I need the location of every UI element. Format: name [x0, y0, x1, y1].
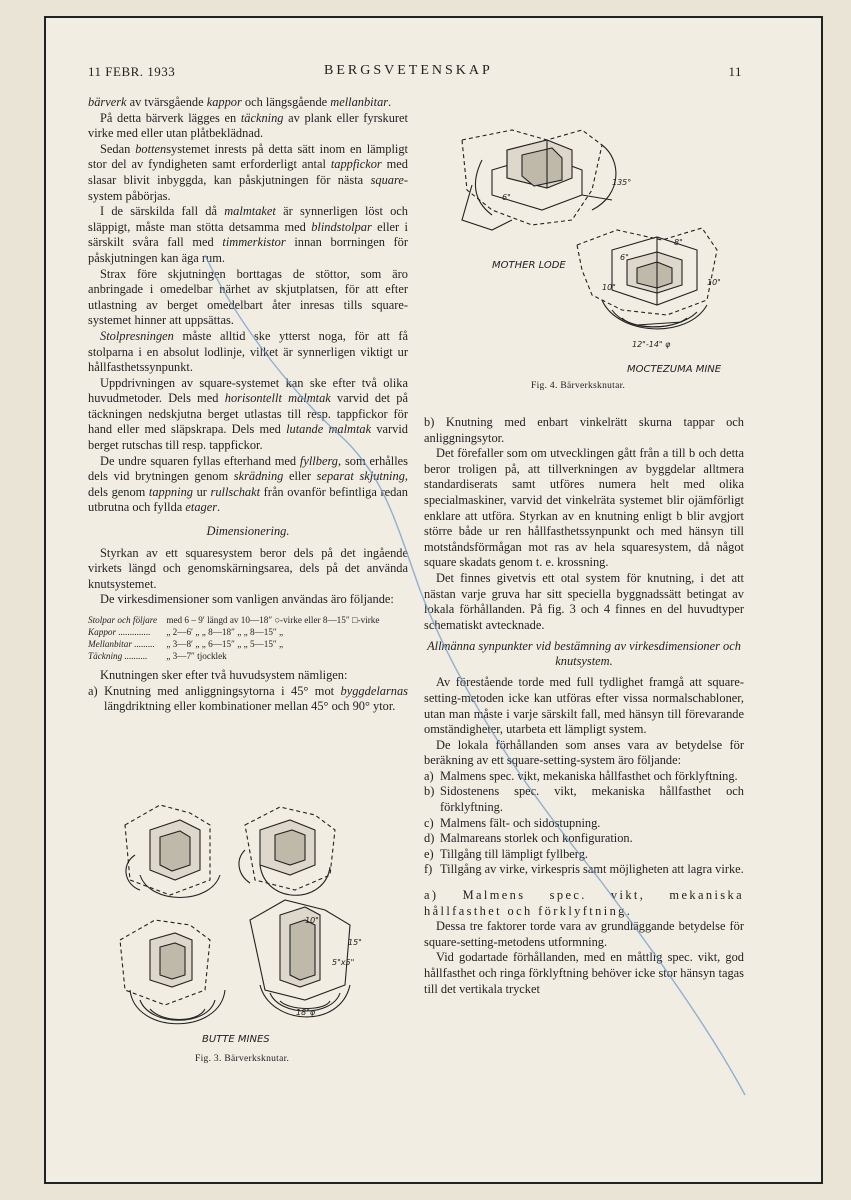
paragraph: Stolpresningen måste alltid ske ytterst noga, för att få stolparna i en absolut lodlinje, vilket är synnerligen viktigt ur hållfasthetssynpunkt.: [88, 328, 408, 375]
table-row: [88, 650, 408, 662]
paragraph: Dessa tre faktorer torde vara av grundläggande betydelse för square-setting-metodens utformning.: [424, 919, 744, 949]
paragraph: a) Knutning med anliggningsytorna i 45° mot byggdelarnas längdriktning eller kombinationer mellan 45° och 90° ytor.: [88, 683, 408, 714]
paragraph: De lokala förhållanden som anses vara av betydelse för beräkning av ett square-setting-system äro följande:: [424, 737, 744, 768]
figure-4-label-bottom: MOCTEZUMA MINE: [627, 364, 722, 375]
paragraph: Det finnes givetvis ett otal system för knutning, i det att nästan varje gruva har sitt speciella byggnadssätt betingat av lokala förhållanden. På fig. 3 och 4 finnes en del huvudtyper schematiskt avtecknade.: [424, 570, 744, 632]
table-cell-value: „ 3—7″ tjocklek: [166, 651, 227, 661]
figure-4-dim: 6": [620, 253, 629, 262]
section-subheading-malmens: a) Malmens spec. vikt, mekaniska hållfasthet och förklyftning.: [424, 888, 744, 918]
header-date: 11 FEBR. 1933: [88, 64, 176, 79]
list-item: f) Tillgång av virke, virkespris samt möjligheten att lagra virke.: [424, 862, 744, 877]
figure-3-svg: [110, 795, 370, 1045]
figure-4-dim: 12"-14" φ: [632, 340, 671, 349]
figure-3-dim: 10": [305, 916, 319, 925]
list-item: d) Malmareans storlek och konfiguration.: [424, 831, 633, 846]
paragraph: Det förefaller som om utvecklingen gått från a till b och detta beror troligen på, att tillverkningen av byggdelar alltmera standardiserats samt utföres numera helt med olika specialmaskiner, varvid det vinkelräta systemet blir ojämförligt enklare att utföra. Styrkan av en knutning enligt b blir avgjort större både ur ren hållfasthetssynpunkt och med hänsyn till motståndsförmågan mot ras av hela squaresystem, då något square skadats genom t. e. krossning.: [424, 446, 744, 570]
list-item: e) Tillgång till lämpligt fyllberg.: [424, 846, 589, 861]
figure-4-dim: 6": [502, 193, 511, 202]
figure-3-dim: 5"x5": [332, 958, 355, 967]
paragraph: Av förestående torde med full tydlighet framgå att square-setting-metoden icke kan utföras efter vissa normalschabloner, utan man måste i varje särskilt fall, med hänsyn till förevarande omständigheter, utarbeta ett lämpligt system.: [424, 675, 744, 737]
paragraph: Styrkan av ett squaresystem beror dels på det ingående virkets längd och genomskärningsarea, dels på det använda knutsystemet.: [88, 545, 408, 591]
figure-4-drawing: [452, 100, 742, 375]
table-row: [88, 626, 408, 638]
header-page-number: 11: [728, 64, 742, 79]
table-cell-label: Kappor ..............: [88, 627, 151, 637]
left-column: [88, 95, 408, 715]
paragraph: Strax före skjutningen borttagas de stöttor, som äro anbringade i omedelbar närhet av skjutplatsen, för att efter utlastning av berget omedelbart åter inresas tills square-systemet hinner att uppsättas.: [88, 266, 408, 328]
right-column: [424, 415, 744, 997]
header-journal-title: BERGSVETENSKAP: [324, 63, 493, 78]
figure-4-label-top: MOTHER LODE: [492, 260, 566, 271]
paragraph: b) Knutning med enbart vinkelrätt skurna tappar och anliggningsytor.: [424, 415, 744, 445]
figure-3-dim: 18"φ: [296, 1008, 316, 1017]
figure-4-dim: 10": [602, 283, 616, 292]
paragraph: Vid godartade förhållanden, med en måttlig spec. vikt, god hållfasthet och ringa förklyftning behöver icke stor hänsyn tagas till det vertikala trycket: [424, 950, 744, 996]
paragraph: bärverk av tvärsgående kappor och längsgående mellanbitar.: [88, 95, 392, 109]
figure-4-svg: [452, 100, 742, 375]
figure-3-drawing: [110, 795, 370, 1045]
table-cell-label: Täckning ..........: [88, 651, 148, 661]
figure-4-dim: 8": [674, 238, 683, 247]
table-row: [88, 614, 408, 626]
paragraph: Uppdrivningen av square-systemet kan ske efter två olika huvudmetoder. Dels med horisontellt malmtak varvid det på täckningen nedskjutna berget utlastas till resp. tappfickor för hand eller med släpskrapa. Dels med lutande malmtak varvid berget rutschas till resp. tappfickor.: [88, 375, 408, 453]
figure-4-caption: Fig. 4. Bärverksknutar.: [531, 381, 626, 391]
paragraph: Sedan bottensystemet inrests på detta sätt inom en lämpligt stor del av fyndigheten samt erforderligt antal tappfickor med slasar blivit inbyggda, kan påskjutningen för nästa square-system påbörjas.: [88, 141, 409, 203]
section-heading-allmanna-synpunkter: Allmänna synpunkter vid bestämning av virkesdimensioner och knutsystem.: [427, 639, 741, 669]
list-item: b) Sidostenens spec. vikt, mekaniska hållfasthet och förklyftning.: [424, 784, 744, 815]
figure-3-caption: Fig. 3. Bärverksknutar.: [195, 1054, 290, 1064]
dimension-table: [88, 614, 408, 662]
paragraph: På detta bärverk lägges en täckning av plank eller fyrskuret virke med eller utan plåtbeklädnad.: [88, 110, 408, 141]
section-heading-dimensionering: Dimensionering.: [206, 524, 290, 539]
paragraph: Knutningen sker efter två huvudsystem nämligen:: [100, 668, 348, 682]
list-item: c) Malmens fält- och sidostupning.: [424, 815, 601, 830]
paragraph: I de särskilda fall då malmtaket är synnerligen löst och släppigt, måste man stötta detsamma med blindstolpar eller i särskilt svåra fall med timmerkistor innan borrningen för påskjutningen kan äga rum.: [88, 204, 409, 265]
table-row: [88, 638, 408, 650]
table-cell-label: Mellanbitar .........: [88, 639, 155, 649]
list-item: a) Malmens spec. vikt, mekaniska hållfasthet och förklyftning.: [424, 768, 738, 783]
table-cell-value: „ 2—6′ „ „ 8—18″ „ „ 8—15″ „: [166, 627, 284, 637]
table-cell-value: med 6 – 9′ längd av 10—18″ ○-virke eller 8—15″ □-virke: [166, 615, 380, 625]
table-cell-value: „ 3—8′ „ „ 6—15″ „ „ 5—15″ „: [166, 639, 284, 649]
running-header: [88, 64, 742, 82]
figure-3-label: BUTTE MINES: [202, 1034, 270, 1045]
table-cell-label: Stolpar och följare: [88, 615, 158, 625]
paragraph: De virkesdimensioner som vanligen användas äro följande:: [100, 592, 394, 607]
figure-3-dim: 15": [348, 938, 362, 947]
paragraph: De undre squaren fyllas efterhand med fyllberg, som erhålles dels vid brytningen genom skrädning eller separat skjutning, dels genom tappning ur rullschakt från ovanför befintliga redan utbrutna och fyllda etager.: [88, 453, 408, 515]
figure-4-dim: 10": [707, 278, 721, 287]
factor-list: [424, 769, 744, 878]
figure-4-dim: 135°: [612, 178, 632, 187]
